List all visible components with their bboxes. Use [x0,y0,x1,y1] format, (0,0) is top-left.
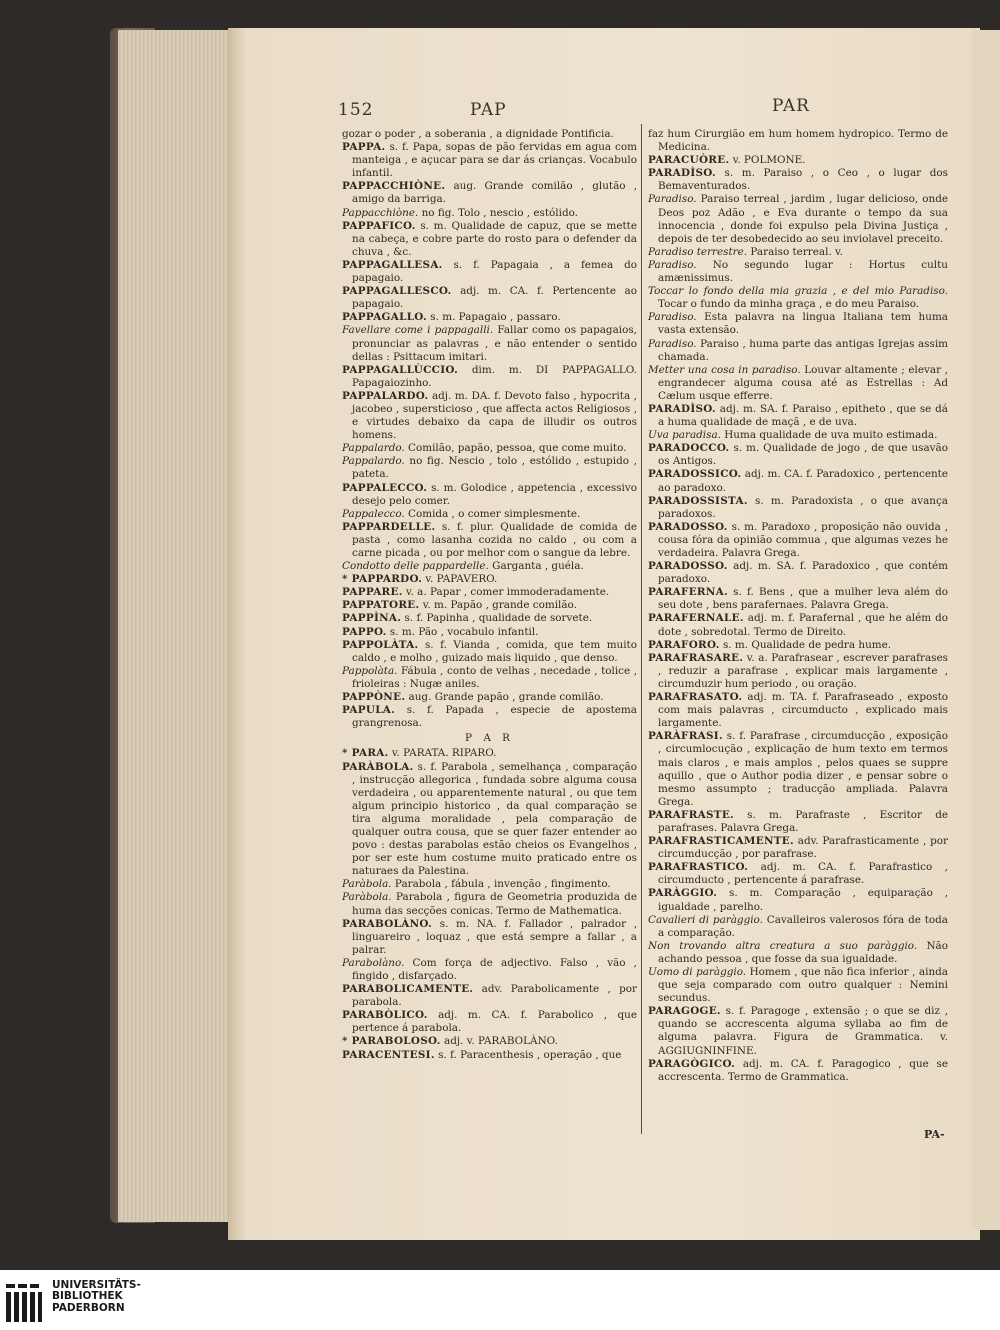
entry-definition: Fallar como os papagaios, pronunciar as palavras , e não entender o sentido dellas : Psittacum imitari. [352,324,637,363]
dictionary-entry [342,560,637,573]
entry-headword: PAPPAGALLÙCCIO. [342,363,459,376]
dictionary-entry [342,521,637,560]
entry-subheading: Paràbola. [342,878,392,891]
dictionary-entry [648,1005,948,1057]
entry-definition: Garganta , guéla. [492,560,584,573]
entry-subheading: Cavalieri di paràggio. [648,913,763,926]
entry-definition: adj. m. CA. f. Parabolico , que pertence á parabola. [352,1009,637,1035]
entry-definition: Louvar altamente ; elevar , engrandecer alguma cousa até as Estrellas : Ad Cælum usque efferre. [658,363,948,402]
entry-headword: PAPPA. [342,141,386,154]
dictionary-entry [342,704,637,730]
entry-definition: v. m. Papão , grande comilão. [422,599,577,612]
entry-subheading: Paradiso. [648,311,697,324]
entry-definition: s. f. plur. Qualidade de comida de pasta , como lasanha cozida no caldo , ou com a carne picada , ou por melhor com o sangue da lebre. [352,520,637,559]
entry-subheading: Condotto delle pappardelle. [342,560,489,573]
entry-definition: Paraiso terreal. v. [750,245,843,258]
entry-definition: no fig. Nescio , tolo , estólido , estupido , pateta. [352,455,637,481]
entry-definition: v. a. Parafrasear , escrever parafrases , reduzir a parafrase , explicar mais largamente , circumduzir hum periodo , ou oração. [658,651,948,690]
entry-headword: PARACENTESI. [342,1048,435,1061]
dictionary-entry [342,891,637,917]
entry-headword: PARAFRASARE. [648,651,744,664]
dictionary-entry [342,1035,637,1048]
entry-headword: PARÀBOLA. [342,760,414,773]
entry-subheading: Paradiso terrestre. [648,245,748,258]
entry-definition: adj. m. CA. f. Paradoxico , pertencente ao paradoxo. [658,468,948,494]
dictionary-entry [342,626,637,639]
entry-headword: PARAGOGE. [648,1005,721,1018]
dictionary-entry [342,878,637,891]
dictionary-entry [648,612,948,638]
entry-subheading: Pappolàta. [342,664,398,677]
entry-headword: PARACUÒRE. [648,154,730,167]
entry-definition: s. f. Papagaia , a femea do papagaio. [352,258,637,285]
running-head-right: PAR [772,96,810,116]
entry-subheading: Metter una cosa in paradiso. [648,363,801,376]
dictionary-entry [648,652,948,691]
entry-headword: PAPPALECCO. [342,481,428,494]
entry-definition: s. m. NA. f. Fallador , palrador , linguareiro , loquaz , que está sempre a fallar , a palrar. [352,917,637,956]
dictionary-entry [648,914,948,940]
entry-definition: Homem , que não fica inferior , ainda que seja comparado com outro qualquer : Nemini secundus. [658,966,948,1005]
entry-definition: No segundo lugar : Hortus cultu amænissimus. [658,258,948,285]
entry-definition: s. f. Paracenthesis , operação , que [438,1048,622,1061]
entry-subheading: Paradiso. [648,193,697,206]
entry-headword: PARADÌSO. [648,167,716,180]
dictionary-entry [342,390,637,442]
dictionary-entry [342,747,637,760]
dictionary-entry [342,364,637,390]
entry-subheading: Uomo di paràggio. [648,966,747,978]
entry-headword: PARABOLICAMENTE. [342,983,474,996]
entry-definition: s. m. Qualidade de capuz, que se mette na cabeça, e cobre parte do rosto para o defender da chuva , &c. [352,219,637,258]
library-logo-text [52,1280,141,1314]
dictionary-entry [648,586,948,612]
entry-subheading: Favellare come i pappagalli. [342,324,494,337]
entry-headword: PARÀGGIO. [648,887,718,900]
entry-definition: Tocar o fundo da minha graça , e do meu Paraiso. [658,298,920,311]
dictionary-entry [342,482,637,508]
entry-headword: PAPPAGALLO. [342,311,427,324]
entry-definition: Cavalleiros valerosos fóra de toda a comparação. [658,913,948,939]
entry-definition: Fábula , conto de velhas , necedade , tolice , frioleiras : Nugæ aniles. [352,664,637,690]
entry-headword: PAPPOLÀTA. [342,638,419,651]
entry-definition: aug. Grande comilão , glutão , amigo da barriga. [352,180,637,206]
dictionary-entry [342,691,637,704]
entry-subheading: Pappalecco. [342,507,405,520]
dictionary-entry [342,220,637,259]
entry-definition: v. PAPAVERO. [425,573,498,586]
dictionary-entry [648,560,948,586]
entry-definition: adj. m. CA. f. Pertencente ao papagaio. [352,285,637,311]
entry-definition: s. f. Papinha , qualidade de sorvete. [404,612,593,625]
entry-definition: Com força de adjectivo. Falso , vão , fingido , disfarçado. [352,956,637,982]
entry-headword: PARAFRASATO. [648,691,743,704]
entry-definition: adj. m. DA. f. Devoto falso , hypocrita , jacobeo , supersticioso , que affecta actos Religiosos , e virtudes debaixo da capa de illudir os outros homens. [352,389,637,442]
entry-definition: s. f. Papada , especie de apostema grangrenosa. [352,704,637,730]
entry-definition: Comida , o comer simplesmente. [408,507,581,520]
entry-headword: PARAFRASTICO. [648,861,749,874]
dictionary-entry [342,180,637,206]
catchword: PA- [924,1128,945,1141]
dictionary-entry [648,495,948,521]
entry-definition: s. m. Comparação , equiparação , igualdade , parelho. [658,887,949,913]
dictionary-entry [342,141,637,180]
entry-definition: v. POLMONE. [732,154,806,167]
entry-headword: * PARA. [342,747,389,760]
dictionary-entry [342,573,637,586]
entry-headword: PAPPO. [342,625,387,638]
entry-headword: PARADOSSO. [648,520,728,533]
right-column [648,128,948,1084]
dictionary-entry [342,442,637,455]
library-logo-line3: PADERBORN [52,1301,125,1314]
dictionary-entry [648,940,948,966]
entry-headword: PARAGÒGICO. [648,1057,736,1070]
dictionary-entry [342,983,637,1009]
dictionary-entry [342,1049,637,1062]
entry-headword: PARABÒLICO. [342,1009,428,1022]
entry-definition: faz hum Cirurgião em hum homem hydropico. Termo de Medicina. [648,128,948,154]
entry-definition: s. f. Parafrase , circumducção , exposição , circumlocução , explicação de hum texto em termos mais claros , e mais amplos , pelos quaes se suppre aquillo , que o Author podia dizer , e pensar sobre o mesmo assumpto ; traducção ampliada. Palavra Grega. [658,730,948,808]
entry-definition: s. m. Parafraste , Escritor de parafrases. Palavra Grega. [658,808,948,834]
dictionary-entry [342,207,637,220]
dictionary-entry [648,285,948,311]
entry-headword: PARADOSSO. [648,560,728,573]
entry-subheading: Paradiso. [648,337,697,350]
entry-headword: * PARABOLOSO. [342,1035,441,1048]
dictionary-entry [648,809,948,835]
dictionary-entry [648,403,948,429]
dictionary-entry [342,665,637,691]
left-column [342,128,637,1062]
entry-definition: s. m. Qualidade de pedra hume. [722,638,892,651]
entry-subheading: Pappalardo. [342,442,405,455]
entry-subheading: Non trovando altra creatura a suo paràggio. [648,939,918,952]
entry-definition: s. m. Paradoxo , proposição não ouvida , cousa fóra da opinião commua , que algumas vezes he verdadeira. Palavra Grega. [658,520,948,559]
entry-headword: PAPPALARDO. [342,389,429,402]
entry-headword: PARAFERNA. [648,586,728,599]
dictionary-entry [648,442,948,468]
entry-headword: PARADOCCO. [648,442,730,455]
dictionary-entry [648,861,948,887]
dictionary-entry [648,429,948,442]
entry-definition: no fig. Tolo , nescio , estólido. [421,206,578,219]
entry-headword: PAPPACCHIÒNE. [342,180,446,193]
entry-definition: s. m. Golodice , appetencia , excessivo desejo pelo comer. [352,481,637,507]
entry-headword: PARAFORO. [648,638,720,651]
entry-subheading: Pappalardo. [342,455,405,468]
entry-definition: Não achando pessoa , que fosse da sua igualdade. [658,939,948,965]
entry-headword: * PAPPARDO. [342,573,423,586]
library-logo-line2: BIBLIOTHEK [52,1290,123,1303]
dictionary-entry [648,128,948,154]
dictionary-entry [342,324,637,363]
entry-headword: PARAFRASTICAMENTE. [648,835,794,848]
facing-page-edge [972,30,1000,1230]
entry-definition: dim. m. DI PAPPAGALLO. Papagaiozinho. [352,363,637,389]
entry-definition: adj. m. SA. f. Paraiso , epitheto , que se dá a huma qualidade de maçã , e de uva. [658,402,948,429]
entry-definition: gozar o poder , a soberania , a dignidade Pontificia. [342,128,614,140]
dictionary-entry [342,508,637,521]
dictionary-entry [648,311,948,337]
entry-definition: adv. Parafrasticamente , por circumducção , por parafrase. [658,835,948,861]
entry-subheading: Uva paradisa. [648,429,721,442]
dictionary-entry [648,691,948,730]
dictionary-entry [648,835,948,861]
dictionary-entry [342,639,637,665]
entry-definition: adj. m. CA. f. Paragogico , que se accrescenta. Termo de Grammatica. [658,1057,948,1083]
dictionary-entry [648,364,948,403]
dictionary-entry [342,612,637,625]
entry-subheading: Paradiso. [648,258,697,271]
entry-definition: adj. m. SA. f. Paradoxico , que contém paradoxo. [658,560,949,586]
dictionary-entry [648,730,948,809]
entry-headword: PARAFRASTE. [648,808,734,821]
entry-subheading: Toccar lo fondo della mia grazia , e del mio Paradiso. [648,285,948,298]
entry-definition: Paraiso terreal , jardim , lugar delicioso, onde Deos poz Adão , e Eva durante o tempo da sua innocencia , donde foi expulso pela Divina Justiça , depois de ter desobedecido ao seu inviolavel preceito. [658,193,948,245]
entry-headword: PARADOSSISTA. [648,494,748,507]
entry-definition: adv. Parabolicamente , por parabola. [352,983,637,1009]
entry-definition: Paraiso , huma parte das antigas Igrejas assim chamada. [658,337,948,363]
entry-definition: aug. Grande papão , grande comilão. [408,691,604,704]
dictionary-entry [342,918,637,957]
entry-subheading: Paràbola. [342,891,392,904]
dictionary-entry [342,599,637,612]
entry-headword: PAPPARE. [342,586,403,599]
entry-headword: PAPPAGALLESA. [342,258,443,271]
dictionary-entry [648,1058,948,1084]
entry-definition: s. f. Paragoge , extensão ; o que se diz , quando se accrescenta alguma syllaba ao fim de alguma palavra. Figura de Grammatica. v. AGGIUGNINFINE. [658,1005,948,1057]
entry-definition: s. m. Paradoxista , o que avança paradoxos. [658,494,948,520]
page-edges [118,30,230,1222]
entry-definition: s. m. Qualidade de jogo , de que usavão os Antigos. [658,442,948,468]
entry-headword: PARADÌSO. [648,402,716,415]
entry-headword: PAPPÌNA. [342,612,402,625]
dictionary-entry [342,259,637,285]
dictionary-entry [648,338,948,364]
dictionary-entry [342,761,637,879]
dictionary-entry [648,167,948,193]
entry-definition: Comilão, papão, pessoa, que come muito. [408,442,627,455]
entry-definition: s. f. Bens , que a mulher leva além do seu dote , bens parafernaes. Palavra Grega. [658,586,948,612]
entry-headword: PARABOLÀNO. [342,917,433,930]
dictionary-entry [648,468,948,494]
section-heading: P A R [465,732,514,745]
entry-definition: s. m. Pão , vocabulo infantil. [389,625,539,638]
entry-definition: adj. m. f. Parafernal , que he além do dote , sobredotal. Termo de Direito. [658,612,948,638]
entry-headword: PARÀFRASI. [648,730,723,743]
running-head-left: PAP [470,100,507,120]
entry-headword: PAPPAGALLESCO. [342,285,452,298]
column-divider [641,124,642,1134]
dictionary-entry [648,246,948,259]
entry-definition: Parabola , fábula , invenção , fingimento. [394,878,611,891]
entry-headword: PAPPATORE. [342,599,420,612]
dictionary-entry [648,887,948,913]
entry-definition: v. PARATA. RIPARO. [391,747,497,760]
dictionary-entry [342,1009,637,1035]
entry-definition: adj. v. PARABOLÀNO. [444,1035,558,1048]
dictionary-entry [648,639,948,652]
page-number: 152 [338,100,374,120]
dictionary-entry [648,259,948,285]
entry-definition: Esta palavra na lingua Italiana tem huma vasta extensão. [658,311,948,337]
library-logo [0,1276,170,1330]
library-logo-line1: UNIVERSITÄTS- [52,1279,141,1291]
entry-definition: s. m. Paraiso , o Ceo , o lugar dos Bemaventurados. [658,167,948,193]
entry-headword: PARADOSSICO. [648,468,742,481]
dictionary-entry [648,193,948,245]
entry-definition: s. m. Papagaio , passaro. [430,311,561,324]
dictionary-entry [342,311,637,324]
dictionary-entry [342,957,637,983]
entry-definition: Huma qualidade de uva muito estimada. [724,429,938,442]
dictionary-entry [342,455,637,481]
dictionary-entry [342,285,637,311]
entry-headword: PAPPAFICO. [342,219,416,232]
dictionary-entry [342,128,637,141]
entry-headword: PARAFERNALE. [648,612,744,625]
dictionary-entry [342,586,637,599]
entry-definition: s. f. Parabola , semelhança , comparação , instrucção allegorica , fundada sobre alguma cousa verdadeira , ou apparentemente natural , ou que tem algum principio historico , da qual comparação se tira alguma moralidade , pela comparação de qualquer outra cousa, que se quer fazer entender ao povo : destas parabolas estão cheios os Evangelhos , por ser este hum costume muito praticado entre os naturaes da Palestina. [352,760,637,878]
entry-headword: PAPPARDELLE. [342,520,436,533]
entry-definition: v. a. Papar , comer immoderadamente. [405,586,610,599]
dictionary-entry [648,966,948,1005]
entry-definition: adj. m. CA. f. Parafrastico , circumducto , pertencente á parafrase. [658,861,948,887]
entry-definition: s. f. Vianda , comida, que tem muito caldo , e molho , guizado mais liquido , que denso. [352,638,637,664]
entry-headword: PAPPÒNE. [342,691,406,704]
entry-definition: Parabola , figura de Geometria produzida de huma das secções conicas. Termo de Mathematica. [352,891,637,917]
entry-definition: adj. m. TA. f. Parafraseado , exposto com mais palavras , circumducto , explicado mais largamente. [658,691,948,730]
entry-definition: s. f. Papa, sopas de pão fervidas em agua com manteiga , e açucar para se dar ás crianças. Vocabulo infantil. [352,141,637,180]
dictionary-entry [648,154,948,167]
entry-subheading: Pappacchiòne. [342,206,419,219]
entry-subheading: Parabolàno. [342,956,405,969]
entry-headword: PAPULA. [342,704,396,717]
library-logo-mark-icon [4,1280,44,1326]
dictionary-entry [648,521,948,560]
